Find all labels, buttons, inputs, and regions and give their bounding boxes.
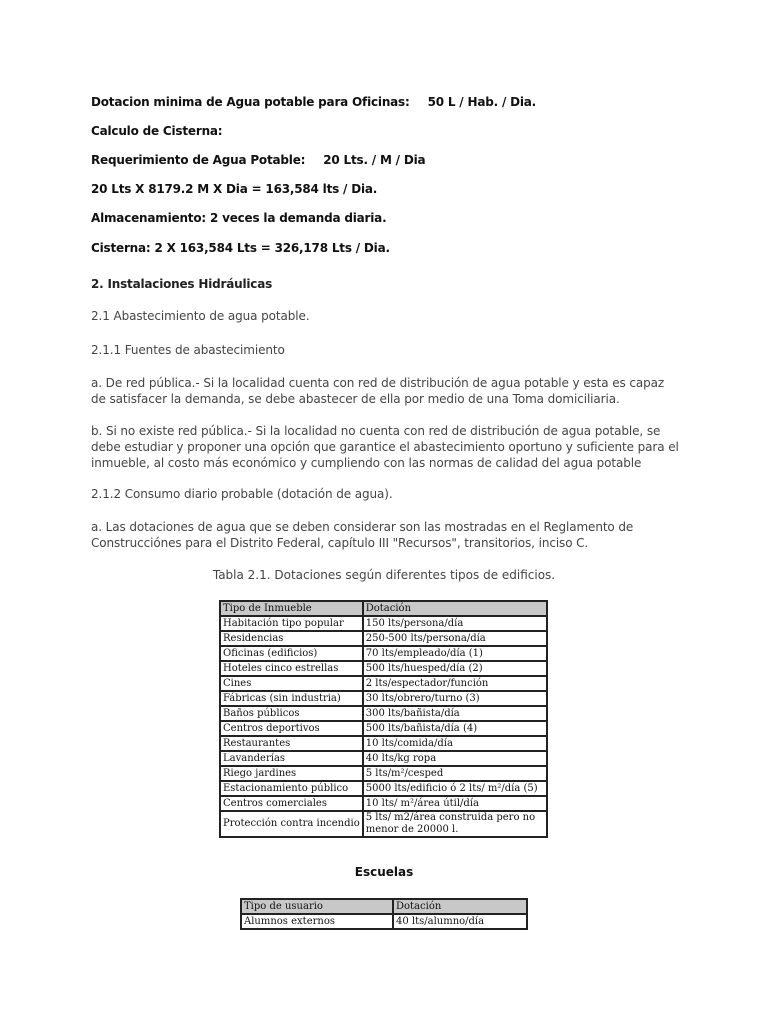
table-row — [220, 796, 547, 811]
table-row — [220, 646, 547, 661]
table-cell-type: Centros deportivos — [220, 721, 363, 736]
table-row — [220, 781, 547, 796]
table-cell-type: Hoteles cinco estrellas — [220, 661, 363, 676]
table-cell-type: Residencias — [220, 631, 363, 646]
table-cell-type: Oficinas (edificios) — [220, 646, 363, 661]
table-row — [220, 631, 547, 646]
table-row — [220, 676, 547, 691]
header-dotacion: Dotación — [393, 899, 527, 914]
table-row — [220, 691, 547, 706]
header-dotacion: Dotación — [363, 601, 547, 616]
dotacion-label: Dotacion minima de Agua potable para Oficinas: — [91, 95, 410, 109]
table-cell-type: Habitación tipo popular — [220, 616, 363, 631]
table-cell-type: Restaurantes — [220, 736, 363, 751]
table-cell-dotacion: 5 lts/m²/cesped — [363, 766, 547, 781]
formula-line: 20 Lts X 8179.2 M X Dia = 163,584 lts / Dia. — [91, 182, 378, 196]
almacenamiento-line: Almacenamiento: 2 veces la demanda diaria. — [91, 211, 387, 225]
table-caption: Tabla 2.1. Dotaciones según diferentes tipos de edificios. — [212, 568, 556, 582]
table-row — [220, 766, 547, 781]
table-cell-dotacion: 2 lts/espectador/función — [363, 676, 547, 691]
dotaciones-table-body — [220, 601, 547, 837]
table-cell-dotacion: 10 lts/ m²/área útil/día — [363, 796, 547, 811]
paragraph-red-publica: a. De red pública.- Si la localidad cuenta con red de distribución de agua potable y esta es capaz de satisfacer la demanda, se debe abastecer de ella por medio de una Toma domiciliaria. — [91, 376, 665, 406]
table-cell-dotacion: 40 lts/alumno/día — [393, 914, 527, 929]
table-cell-dotacion: 250-500 lts/persona/día — [363, 631, 547, 646]
table-header-row — [241, 899, 527, 914]
table-row — [220, 811, 547, 837]
table-cell-type: Baños públicos — [220, 706, 363, 721]
subsection-2-1-2: 2.1.2 Consumo diario probable (dotación de agua). — [91, 487, 393, 501]
table-cell-dotacion: 5 lts/ m2/área construida pero no menor de 20000 l. — [363, 811, 547, 837]
table-cell-dotacion: 150 lts/persona/día — [363, 616, 547, 631]
table-row — [241, 914, 527, 929]
table-row — [220, 616, 547, 631]
dotacion-value: 50 L / Hab. / Dia. — [427, 95, 537, 109]
table-cell-type: Cines — [220, 676, 363, 691]
subsection-2-1: 2.1 Abastecimiento de agua potable. — [91, 309, 310, 323]
header-tipo-inmueble: Tipo de Inmueble — [220, 601, 363, 616]
table-cell-dotacion: 40 lts/kg ropa — [363, 751, 547, 766]
table-cell-dotacion: 5000 lts/edificio ó 2 lts/ m²/día (5) — [363, 781, 547, 796]
table-cell-type: Centros comerciales — [220, 796, 363, 811]
table-row — [220, 751, 547, 766]
requerimiento-label: Requerimiento de Agua Potable: — [91, 153, 306, 167]
table-row — [220, 706, 547, 721]
table-cell-dotacion: 500 lts/huesped/día (2) — [363, 661, 547, 676]
escuelas-table — [240, 898, 528, 930]
table-row — [220, 736, 547, 751]
table-cell-dotacion: 70 lts/empleado/día (1) — [363, 646, 547, 661]
table-cell-type: Protección contra incendio — [220, 811, 363, 837]
table-cell-dotacion: 10 lts/comida/día — [363, 736, 547, 751]
table-row — [220, 661, 547, 676]
cisterna-line: Cisterna: 2 X 163,584 Lts = 326,178 Lts / Dia. — [91, 241, 390, 255]
table-cell-dotacion: 500 lts/bañista/día (4) — [363, 721, 547, 736]
table-cell-type: Alumnos externos — [241, 914, 393, 929]
table-cell-type: Lavanderías — [220, 751, 363, 766]
requerimiento-value: 20 Lts. / M / Dia — [323, 153, 426, 167]
paragraph-dotaciones: a. Las dotaciones de agua que se deben considerar son las mostradas en el Reglamento de Construcciónes para el Distrito Federal, capítulo III "Recursos", transitorios, inciso C. — [91, 520, 634, 550]
table-cell-dotacion: 30 lts/obrero/turno (3) — [363, 691, 547, 706]
subsection-2-1-1: 2.1.1 Fuentes de abastecimiento — [91, 343, 285, 357]
table-cell-type: Estacionamiento público — [220, 781, 363, 796]
table-header-row — [220, 601, 547, 616]
table-cell-type: Fábricas (sin industria) — [220, 691, 363, 706]
table-row — [220, 721, 547, 736]
requerimiento-line — [91, 153, 425, 167]
section-heading: 2. Instalaciones Hidráulicas — [91, 277, 273, 291]
paragraph-sin-red-publica: b. Si no existe red pública.- Si la localidad no cuenta con red de distribución de agua potable, se debe estudiar y proponer una opción que garantice el abastecimiento oportuno y suficiente para el inmueble, al costo más económico y cumpliendo con las normas de calidad del agua potable — [91, 424, 679, 470]
escuelas-table-body — [241, 899, 527, 929]
table-cell-dotacion: 300 lts/bañista/día — [363, 706, 547, 721]
header-tipo-usuario: Tipo de usuario — [241, 899, 393, 914]
escuelas-title: Escuelas — [354, 865, 414, 879]
table-cell-type: Riego jardines — [220, 766, 363, 781]
dotacion-line — [91, 95, 536, 109]
calculo-heading: Calculo de Cisterna: — [91, 124, 223, 138]
dotaciones-table — [219, 600, 548, 838]
